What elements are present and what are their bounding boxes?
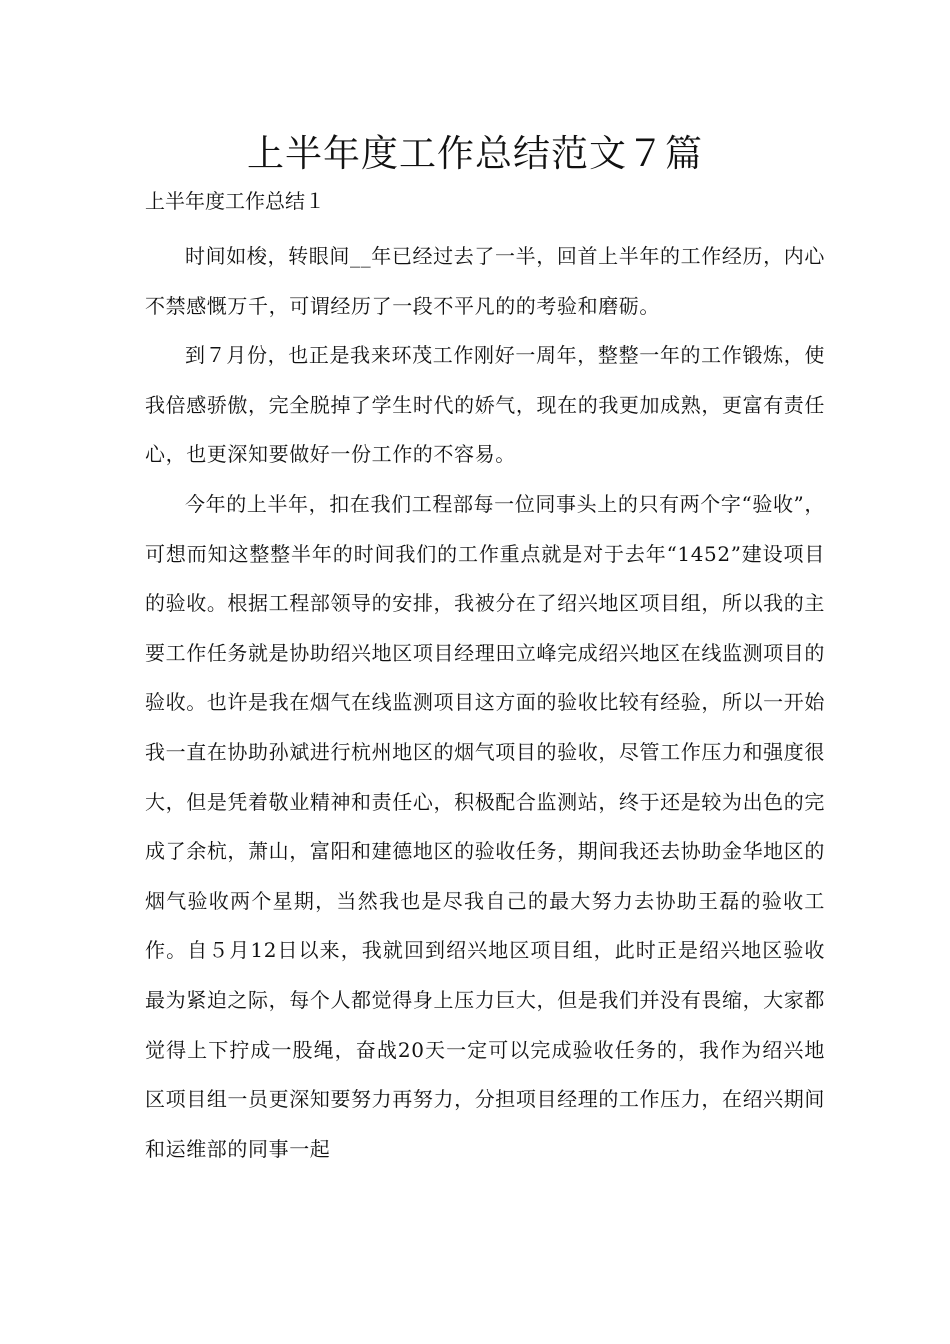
section-heading: 上半年度工作总结１ xyxy=(145,189,325,213)
document-title: 上半年度工作总结范文７篇 xyxy=(247,132,703,175)
paragraph-3: 今年的上半年，扣在我们工程部每一位同事头上的只有两个字“验收”，可想而知这整整半年的时间我们的工作重点就是对于去年“1452”建设项目的验收。根据工程部领导的安排，我被分在了绍兴地区项目组，所以我的主要工作任务就是协助绍兴地区项目经理田立峰完成绍兴地区在线监测项目的验收。也许是我在烟气在线监测项目这方面的验收比较有经验，所以一开始我一直在协助孙斌进行杭州地区的烟气项目的验收，尽管工作压力和强度很大，但是凭着敬业精神和责任心，积极配合监测站，终于还是较为出色的完成了余杭，萧山，富阳和建德地区的验收任务，期间我还去协助金华地区的烟气验收两个星期，当然我也是尽我自己的最大努力去协助王磊的验收工作。自５月12日以来，我就回到绍兴地区项目组，此时正是绍兴地区验收最为紧迫之际，每个人都觉得身上压力巨大，但是我们并没有畏缩，大家都觉得上下拧成一股绳，奋战20天一定可以完成验收任务的，我作为绍兴地区项目组一员更深知要努力再努力，分担项目经理的工作压力，在绍兴期间和运维部的同事一起 xyxy=(145,491,825,1161)
paragraph-2: 到７月份，也正是我来环茂工作刚好一周年，整整一年的工作锻炼，使我倍感骄傲，完全脱掉了学生时代的娇气，现在的我更加成熟，更富有责任心，也更深知要做好一份工作的不容易。 xyxy=(145,343,825,467)
paragraph-1: 时间如梭，转眼间__年已经过去了一半，回首上半年的工作经历，内心不禁感慨万千，可谓经历了一段不平凡的的考验和磨砺。 xyxy=(145,244,825,318)
document-body xyxy=(145,232,825,1174)
